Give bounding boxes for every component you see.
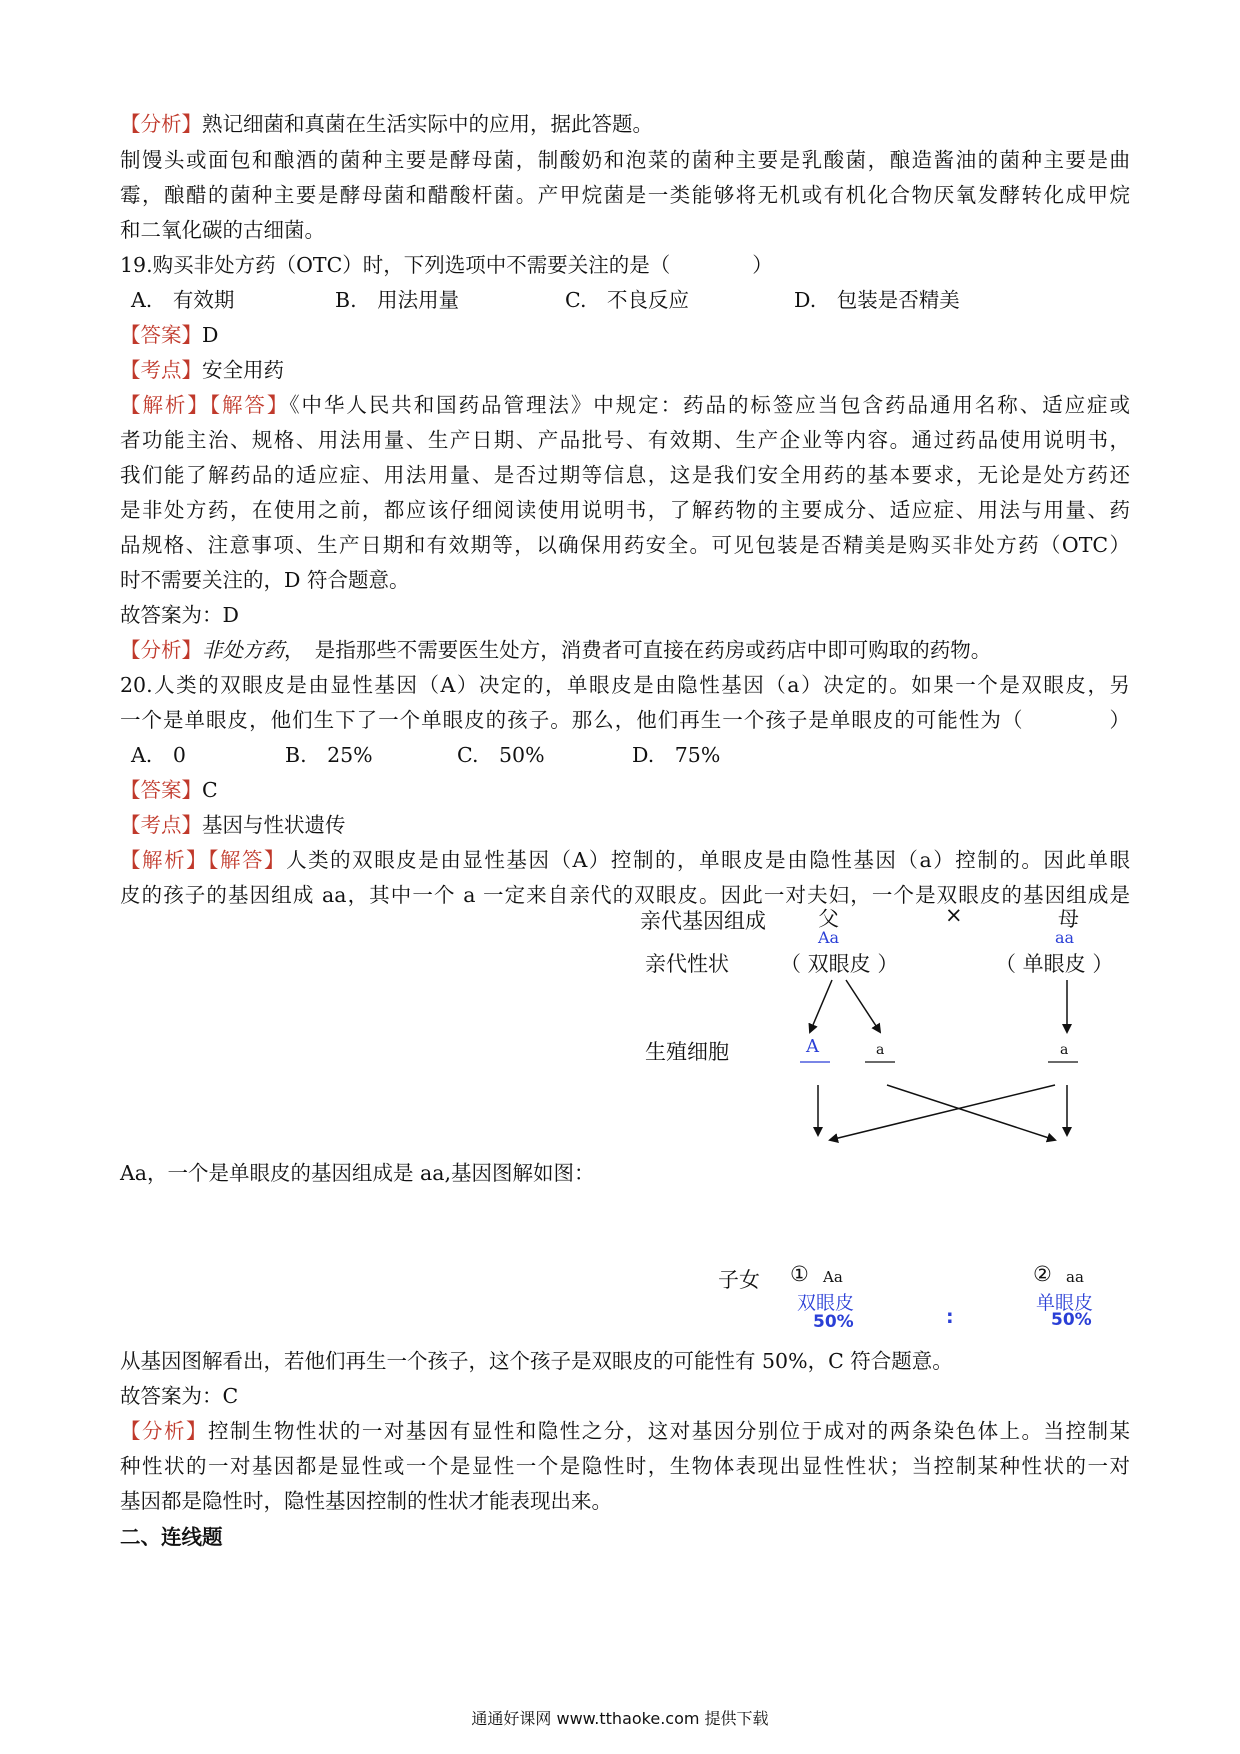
q19-jiexi-line-6: 时不需要关注的，D 符合题意。 — [120, 568, 410, 592]
child2-percentage: 50% — [1051, 1310, 1092, 1330]
para2-line-1: 制馒头或面包和酿酒的菌种主要是酵母菌，制酸奶和泡菜的菌种主要是乳酸菌，酿造酱油的菌种主要是曲 — [120, 148, 1130, 172]
q20-fenxi-tag: 【分析】 — [120, 1419, 208, 1443]
para2-line-2: 霉，酿醋的菌种主要是酵母菌和醋酸杆菌。产甲烷菌是一类能够将无机或有机化合物厌氧发酵转化成甲烷 — [120, 183, 1130, 207]
q19-stem: 19.购买非处方药（OTC）时，下列选项中不需要关注的是（ ） — [120, 253, 773, 277]
q20-fenxi-line-3: 基因都是隐性时，隐性基因控制的性状才能表现出来。 — [120, 1489, 612, 1513]
child1-trait: 双眼皮 — [797, 1292, 855, 1314]
q19-final-answer: 故答案为：D — [120, 603, 239, 627]
para2-line-3: 和二氧化碳的古细菌。 — [120, 218, 325, 242]
gamete-A: A — [806, 1036, 819, 1057]
q20-after-diagram: 从基因图解看出，若他们再生一个孩子，这个孩子是双眼皮的可能性有 50%，C 符合题意。 — [120, 1349, 953, 1373]
analysis-text: 熟记细菌和真菌在生活实际中的应用，据此答题。 — [202, 112, 653, 136]
q20-fenxi-text-1: 控制生物性状的一对基因有显性和隐性之分，这对基因分别位于成对的两条染色体上。当控制某 — [207, 1419, 1131, 1443]
child1-number: ① — [790, 1262, 809, 1286]
q20-jiexi-text-1: 人类的双眼皮是由显性基因（A）控制的，单眼皮是由隐性基因（a）控制的。因此单眼 — [286, 848, 1131, 872]
q19-jiexi-line-5: 品规格、注意事项、生产日期和有效期等，以确保用药安全。可见包装是否精美是购买非处方药（OTC） — [120, 533, 1130, 557]
q19-option-c-text: 不良反应 — [606, 288, 689, 312]
child2-genotype: aa — [1066, 1268, 1084, 1286]
q19-kaodian-tag: 【考点】 — [120, 358, 202, 382]
analysis-tag: 【分析】 — [120, 112, 202, 136]
diagram-caption: Aa，一个是单眼皮的基因组成是 aa,基因图解如图： — [120, 1161, 595, 1185]
q19-jieda-tag: 【解答】 — [209, 393, 290, 417]
label-cross: × — [945, 903, 963, 927]
q20-option-a-letter: A. — [131, 743, 153, 767]
gamete-a1: a — [876, 1042, 885, 1058]
q20-jieda-tag: 【解答】 — [208, 848, 287, 872]
arrow-a1-to-child2 — [887, 1085, 1055, 1140]
q19-fenxi-term: 非处方药 — [202, 638, 284, 662]
q20-stem-line-2: 一个是单眼皮，他们生下了一个单眼皮的孩子。那么，他们再生一个孩子是单眼皮的可能性为（ ） — [120, 708, 1130, 732]
label-children: 子女 — [718, 1268, 760, 1292]
q20-answer-tag: 【答案】 — [120, 778, 202, 802]
q19-fenxi-tag: 【分析】 — [120, 638, 202, 662]
label-father: 父 — [818, 907, 839, 931]
child2-number: ② — [1033, 1262, 1052, 1286]
q19-option-d-letter: D. — [794, 288, 817, 312]
q20-option-c-text: 50% — [498, 743, 545, 767]
q19-jiexi-line-3: 我们能了解药品的适应症、用法用量、是否过期等信息，这是我们安全用药的基本要求，无论是处方药还 — [120, 463, 1130, 487]
child1-percentage: 50% — [813, 1312, 854, 1332]
father-genotype: Aa — [818, 928, 840, 947]
q19-fenxi-text: ， 是指那些不需要医生处方，消费者可直接在药房或药店中即可购取的药物。 — [284, 638, 992, 662]
section-heading: 二、连线题 — [120, 1525, 223, 1549]
father-trait: （ 双眼皮 ） — [780, 952, 899, 976]
q20-fenxi-line-2: 种性状的一对基因都是显性或一个是显性一个是隐性时，生物体表现出显性性状；当控制某种性状的一对 — [120, 1454, 1130, 1478]
q20-jiexi-tag: 【解析】 — [120, 848, 209, 872]
q19-kaodian-value: 安全用药 — [202, 358, 284, 382]
q19-jiexi-line-2: 者功能主治、规格、用法用量、生产日期、产品批号、有效期、生产企业等内容。通过药品使用说明书， — [120, 428, 1130, 452]
q20-kaodian-tag: 【考点】 — [120, 813, 202, 837]
q19-option-a-letter: A. — [131, 288, 153, 312]
q20-stem-line-1: 20.人类的双眼皮是由显性基因（A）决定的，单眼皮是由隐性基因（a）决定的。如果一个是双眼皮，另 — [120, 673, 1130, 697]
q19-option-b-text: 用法用量 — [377, 288, 460, 312]
q19-answer-tag: 【答案】 — [120, 323, 202, 347]
mother-trait: （ 单眼皮 ） — [995, 952, 1114, 976]
child2-trait: 单眼皮 — [1036, 1292, 1094, 1314]
q19-option-b-letter: B. — [335, 288, 357, 312]
arrow-father-to-a — [846, 980, 880, 1032]
q19-answer-value: D — [202, 323, 219, 347]
gamete-a2: a — [1060, 1042, 1069, 1058]
arrow-father-to-A — [810, 980, 832, 1032]
q20-answer-value: C — [202, 778, 218, 802]
mother-genotype: aa — [1055, 928, 1075, 947]
q20-jiexi-line-2: 皮的孩子的基因组成 aa，其中一个 a 一定来自亲代的双眼皮。因此一对夫妇，一个是双眼皮的基因组成是 — [120, 883, 1130, 907]
q19-option-c-letter: C. — [565, 288, 587, 312]
q20-kaodian-value: 基因与性状遗传 — [202, 813, 346, 837]
q20-option-b-letter: B. — [285, 743, 307, 767]
q19-jiexi-line-4: 是非处方药，在使用之前，都应该仔细阅读使用说明书，了解药物的主要成分、适应症、用法与用量、药 — [120, 498, 1130, 522]
child1-genotype: Aa — [823, 1268, 843, 1286]
label-mother: 母 — [1058, 907, 1079, 931]
q20-final-answer: 故答案为：C — [120, 1384, 239, 1408]
label-parent-trait: 亲代性状 — [645, 952, 729, 976]
q19-jiexi-text-1: 《中华人民共和国药品管理法》中规定：药品的标签应当包含药品通用名称、适应症或 — [289, 393, 1131, 417]
q19-option-a-text: 有效期 — [172, 288, 235, 312]
q20-option-a-text: 0 — [172, 743, 186, 767]
q19-option-d-text: 包装是否精美 — [836, 288, 960, 312]
q20-option-d-text: 75% — [674, 743, 721, 767]
label-parent-genotype: 亲代基因组成 — [640, 909, 766, 933]
label-gametes: 生殖细胞 — [645, 1040, 729, 1064]
arrow-a2-to-child1 — [830, 1085, 1055, 1140]
ratio-separator: : — [946, 1306, 954, 1328]
q20-fenxi-line-1 — [120, 1417, 1130, 1445]
q20-option-c-letter: C. — [457, 743, 479, 767]
q20-option-b-text: 25% — [327, 743, 373, 767]
page-footer: 通通好课网 www.tthaoke.com 提供下载 — [471, 1709, 769, 1728]
q19-jiexi-tag: 【解析】 — [120, 393, 210, 417]
q20-option-d-letter: D. — [632, 743, 655, 767]
